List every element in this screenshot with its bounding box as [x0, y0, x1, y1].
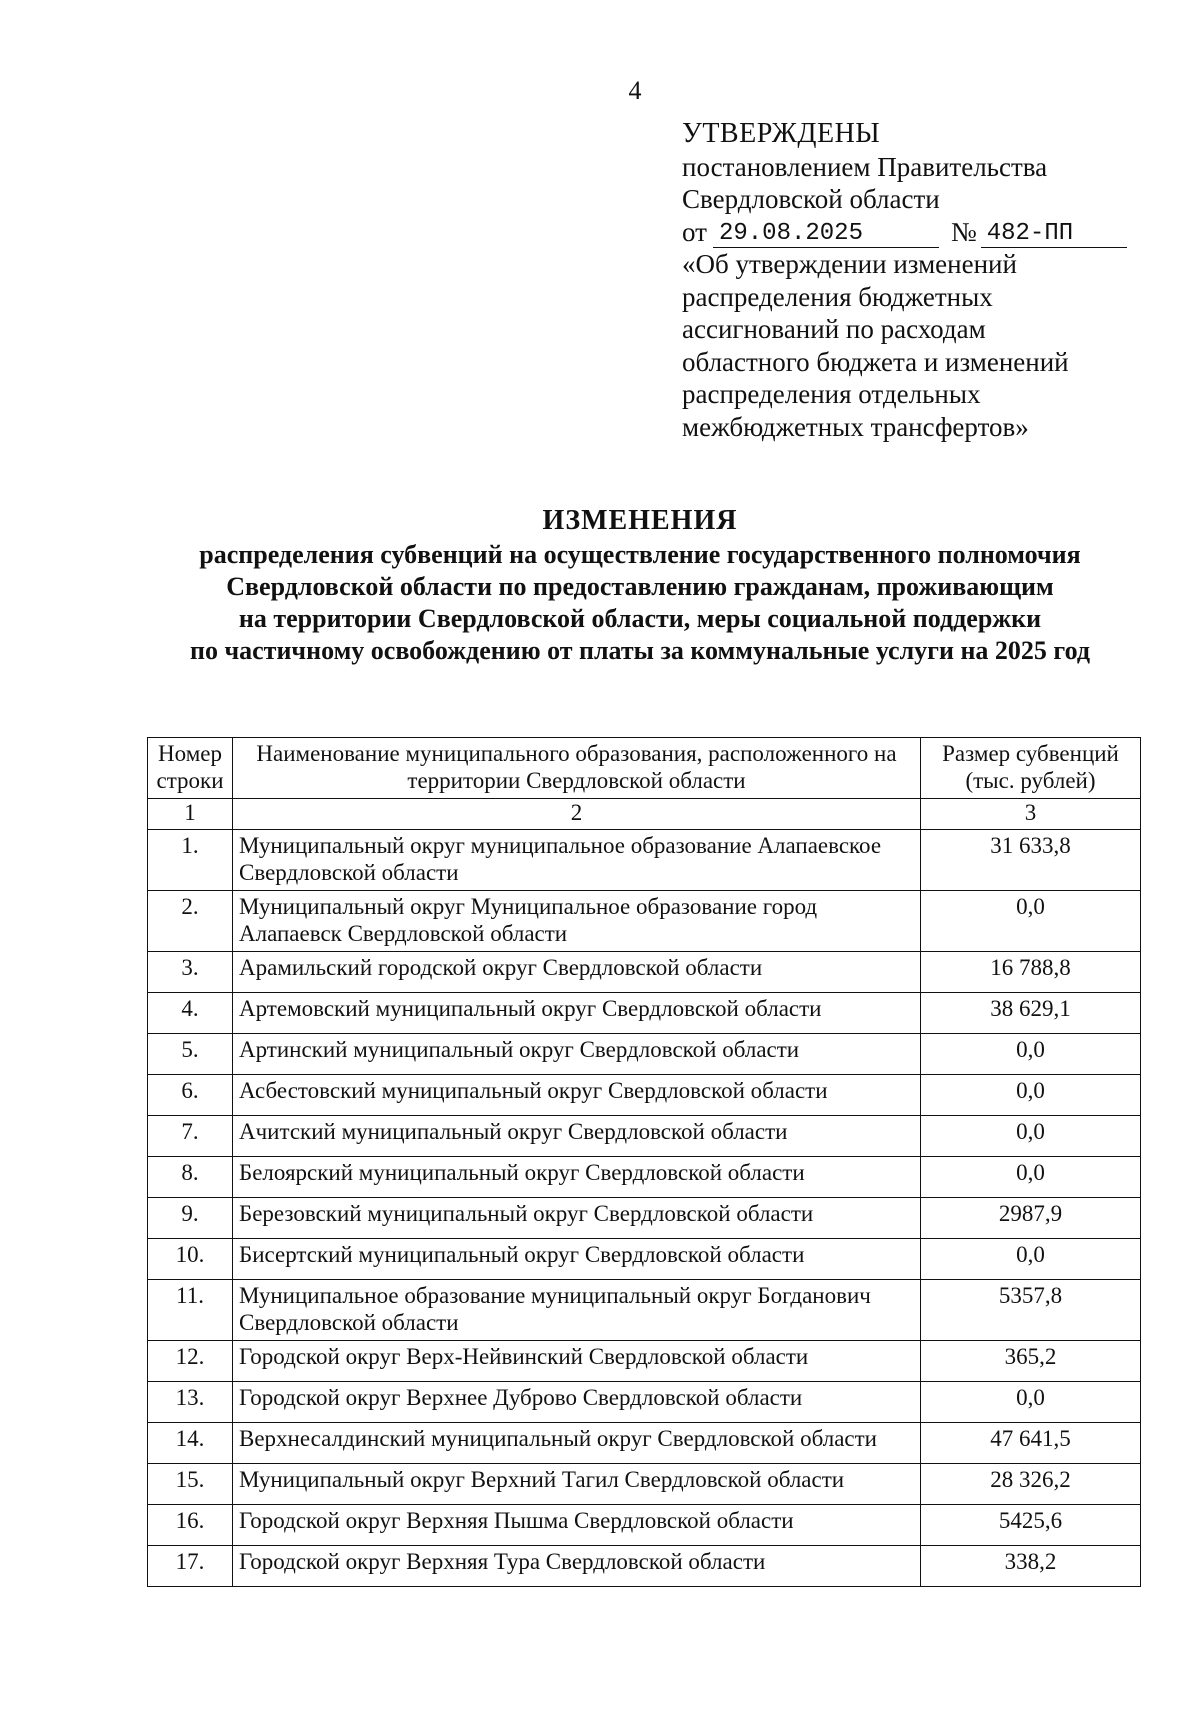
row-number: 9.: [148, 1198, 233, 1239]
table-row: [148, 1198, 1141, 1239]
row-name: Бисертский муниципальный округ Свердловской области: [233, 1239, 921, 1280]
row-number: 1.: [148, 830, 233, 891]
row-name: Городской округ Верхнее Дуброво Свердловской области: [233, 1382, 921, 1423]
table-row: [148, 1116, 1141, 1157]
table-row: [148, 1382, 1141, 1423]
table-row: [148, 1464, 1141, 1505]
table-body: [148, 799, 1141, 1587]
approval-block: [682, 118, 1142, 443]
row-number: 4.: [148, 993, 233, 1034]
heading-line: Свердловской области по предоставлению гражданам, проживающим: [226, 572, 1054, 601]
row-name: Артемовский муниципальный округ Свердловской области: [233, 993, 921, 1034]
row-number: 5.: [148, 1034, 233, 1075]
row-name: Асбестовский муниципальный округ Свердловской области: [233, 1075, 921, 1116]
row-number: 2.: [148, 891, 233, 952]
row-amount: 2987,9: [921, 1198, 1141, 1239]
table-row: [148, 952, 1141, 993]
row-name: Муниципальный округ Верхний Тагил Свердловской области: [233, 1464, 921, 1505]
row-amount: 28 326,2: [921, 1464, 1141, 1505]
row-number: 10.: [148, 1239, 233, 1280]
table-row: [148, 993, 1141, 1034]
row-number: 13.: [148, 1382, 233, 1423]
row-name: Ачитский муниципальный округ Свердловской области: [233, 1116, 921, 1157]
row-amount: 338,2: [921, 1546, 1141, 1587]
row-amount: 0,0: [921, 1116, 1141, 1157]
header-number: Номер строки: [148, 738, 233, 799]
table-header-row: [148, 738, 1141, 799]
header-name: Наименование муниципального образования, расположенного на территории Свердловской области: [233, 738, 921, 799]
row-amount: 0,0: [921, 1075, 1141, 1116]
decree-number: 482-ПП: [981, 221, 1127, 248]
row-name: Березовский муниципальный округ Свердловской области: [233, 1198, 921, 1239]
number-prefix: №: [950, 216, 977, 247]
document-heading: [80, 505, 1200, 667]
subject-line: распределения бюджетных: [682, 281, 993, 312]
table-row: [148, 830, 1141, 891]
table-row: [148, 1423, 1141, 1464]
row-amount: 0,0: [921, 1239, 1141, 1280]
row-name: Артинский муниципальный округ Свердловской области: [233, 1034, 921, 1075]
heading-line: по частичному освобождению от платы за коммунальные услуги на 2025 год: [189, 636, 1090, 665]
column-number-row: [148, 799, 1141, 830]
row-name: Муниципальное образование муниципальный округ Богданович Свердловской области: [233, 1280, 921, 1341]
row-number: 16.: [148, 1505, 233, 1546]
row-amount: 0,0: [921, 1382, 1141, 1423]
row-number: 12.: [148, 1341, 233, 1382]
row-number: 8.: [148, 1157, 233, 1198]
row-amount: 0,0: [921, 891, 1141, 952]
row-number: 14.: [148, 1423, 233, 1464]
heading-title: ИЗМЕНЕНИЯ: [542, 505, 738, 536]
row-amount: 365,2: [921, 1341, 1141, 1382]
heading-line: распределения субвенций на осуществление государственного полномочия: [199, 540, 1081, 569]
row-name: Городской округ Верх-Нейвинский Свердловской области: [233, 1341, 921, 1382]
row-number: 7.: [148, 1116, 233, 1157]
row-amount: 47 641,5: [921, 1423, 1141, 1464]
table-row: [148, 891, 1141, 952]
subject-line: распределения отдельных: [682, 379, 981, 409]
decree-date: 29.08.2025: [713, 221, 939, 248]
row-name: Муниципальный округ муниципальное образование Алапаевское Свердловской области: [233, 830, 921, 891]
row-amount: 0,0: [921, 1157, 1141, 1198]
row-number: 11.: [148, 1280, 233, 1341]
row-amount: 38 629,1: [921, 993, 1141, 1034]
table-row: [148, 1280, 1141, 1341]
table-row: [148, 1034, 1141, 1075]
row-amount: 5357,8: [921, 1280, 1141, 1341]
table-row: [148, 1546, 1141, 1587]
row-name: Верхнесалдинский муниципальный округ Свердловской области: [233, 1423, 921, 1464]
column-number: 3: [921, 799, 1141, 830]
date-prefix: от: [682, 216, 707, 247]
approval-line-1: постановлением Правительства: [682, 151, 1048, 182]
row-number: 15.: [148, 1464, 233, 1505]
table-row: [148, 1505, 1141, 1546]
page-number: 4: [628, 76, 642, 105]
row-number: 3.: [148, 952, 233, 993]
approval-line-2: Свердловской области: [682, 184, 940, 214]
row-name: Городской округ Верхняя Пышма Свердловской области: [233, 1505, 921, 1546]
heading-line: на территории Свердловской области, меры социальной поддержки: [238, 604, 1042, 633]
subject-line: межбюджетных трансфертов»: [682, 411, 1029, 442]
row-name: Городской округ Верхняя Тура Свердловской области: [233, 1546, 921, 1587]
row-amount: 0,0: [921, 1034, 1141, 1075]
subventions-table: [147, 737, 1141, 1587]
subject-line: «Об утверждении изменений: [682, 249, 1017, 279]
table-row: [148, 1341, 1141, 1382]
row-amount: 16 788,8: [921, 952, 1141, 993]
header-amount: Размер субвенций (тыс. рублей): [921, 738, 1141, 799]
row-name: Муниципальный округ Муниципальное образование город Алапаевск Свердловской области: [233, 891, 921, 952]
row-number: 17.: [148, 1546, 233, 1587]
row-amount: 5425,6: [921, 1505, 1141, 1546]
table-row: [148, 1157, 1141, 1198]
subject-line: ассигнований по расходам: [682, 314, 986, 344]
row-number: 6.: [148, 1075, 233, 1116]
column-number: 1: [148, 799, 233, 830]
row-name: Белоярский муниципальный округ Свердловской области: [233, 1157, 921, 1198]
approval-title: УТВЕРЖДЕНЫ: [682, 118, 881, 149]
table-row: [148, 1075, 1141, 1116]
date-number-line: [682, 216, 1142, 249]
table-row: [148, 1239, 1141, 1280]
subject-line: областного бюджета и изменений: [682, 346, 1069, 377]
row-name: Арамильский городской округ Свердловской области: [233, 952, 921, 993]
column-number: 2: [233, 799, 921, 830]
row-amount: 31 633,8: [921, 830, 1141, 891]
